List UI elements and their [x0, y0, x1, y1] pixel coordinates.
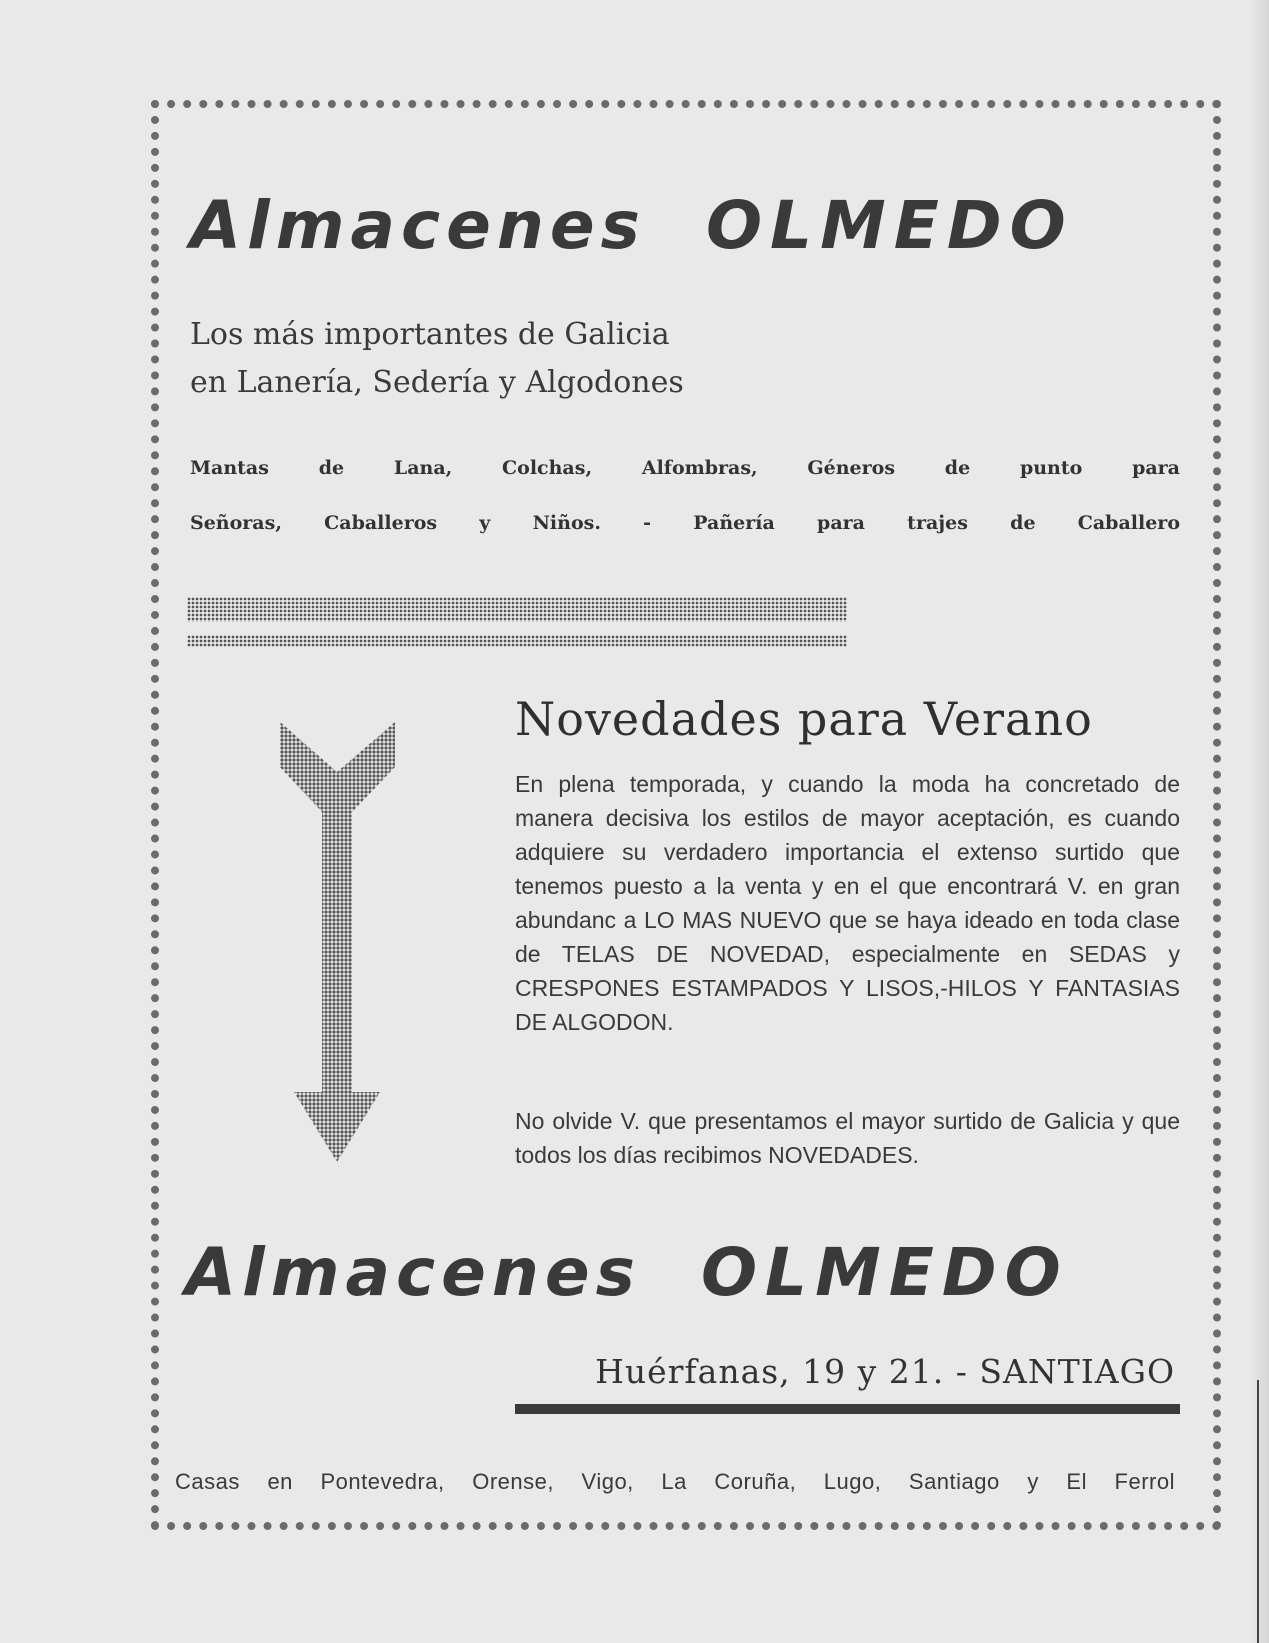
brand-prefix: Almacenes	[190, 187, 646, 264]
branch-locations: Casas en Pontevedra, Orense, Vigo, La Coruña, Lugo, Santiago y El Ferrol	[175, 1469, 1175, 1494]
feature-paragraph-1: En plena temporada, y cuando la moda ha concretado de manera decisiva los estilos de mayor aceptación, es cuando adquiere su verdadero importancia el extenso surtido que tenemos puesto a la venta y en el que encontrará V. en gran abundanc a LO MAS NUEVO que se haya ideado en toda clase de TELAS DE NOVEDAD, especialmente en SEDAS y CRESPONES ESTAMPADOS Y LISOS,-HILOS Y FANTASIAS DE ALGODON.	[515, 771, 1180, 1035]
dotted-bar-thick	[187, 597, 847, 622]
feature-paragraph-2: No olvide V. que presentamos el mayor surtido de Galicia y que todos los días recibimos NOVEDADES.	[515, 1108, 1180, 1168]
subtitle-line-2: en Lanería, Sedería y Algodones	[190, 365, 684, 400]
products-line-1: Mantas de Lana, Colchas, Alfombras, Géneros de punto para	[190, 457, 1180, 479]
top-brand-title	[190, 187, 1074, 264]
feature-title: Novedades para Verano	[515, 692, 1093, 746]
brand-name: OLMEDO	[705, 187, 1074, 264]
footer-brand-name: OLMEDO	[700, 1234, 1069, 1311]
advertisement	[165, 112, 1210, 1517]
store-address: Huérfanas, 19 y 21. - SANTIAGO	[595, 1352, 1175, 1391]
products-line-2: Señoras, Caballeros y Niños. - Pañería para trajes de Caballero	[190, 512, 1180, 534]
page-shade	[1249, 0, 1269, 1643]
subtitle-line-1: Los más importantes de Galicia	[190, 317, 670, 352]
address-underline	[515, 1404, 1180, 1414]
page-edge	[1257, 1380, 1259, 1643]
footer-brand-prefix: Almacenes	[185, 1234, 641, 1311]
down-arrow-icon	[280, 722, 395, 1162]
dotted-bar-thin	[187, 635, 847, 647]
bottom-brand-title	[185, 1234, 1069, 1311]
